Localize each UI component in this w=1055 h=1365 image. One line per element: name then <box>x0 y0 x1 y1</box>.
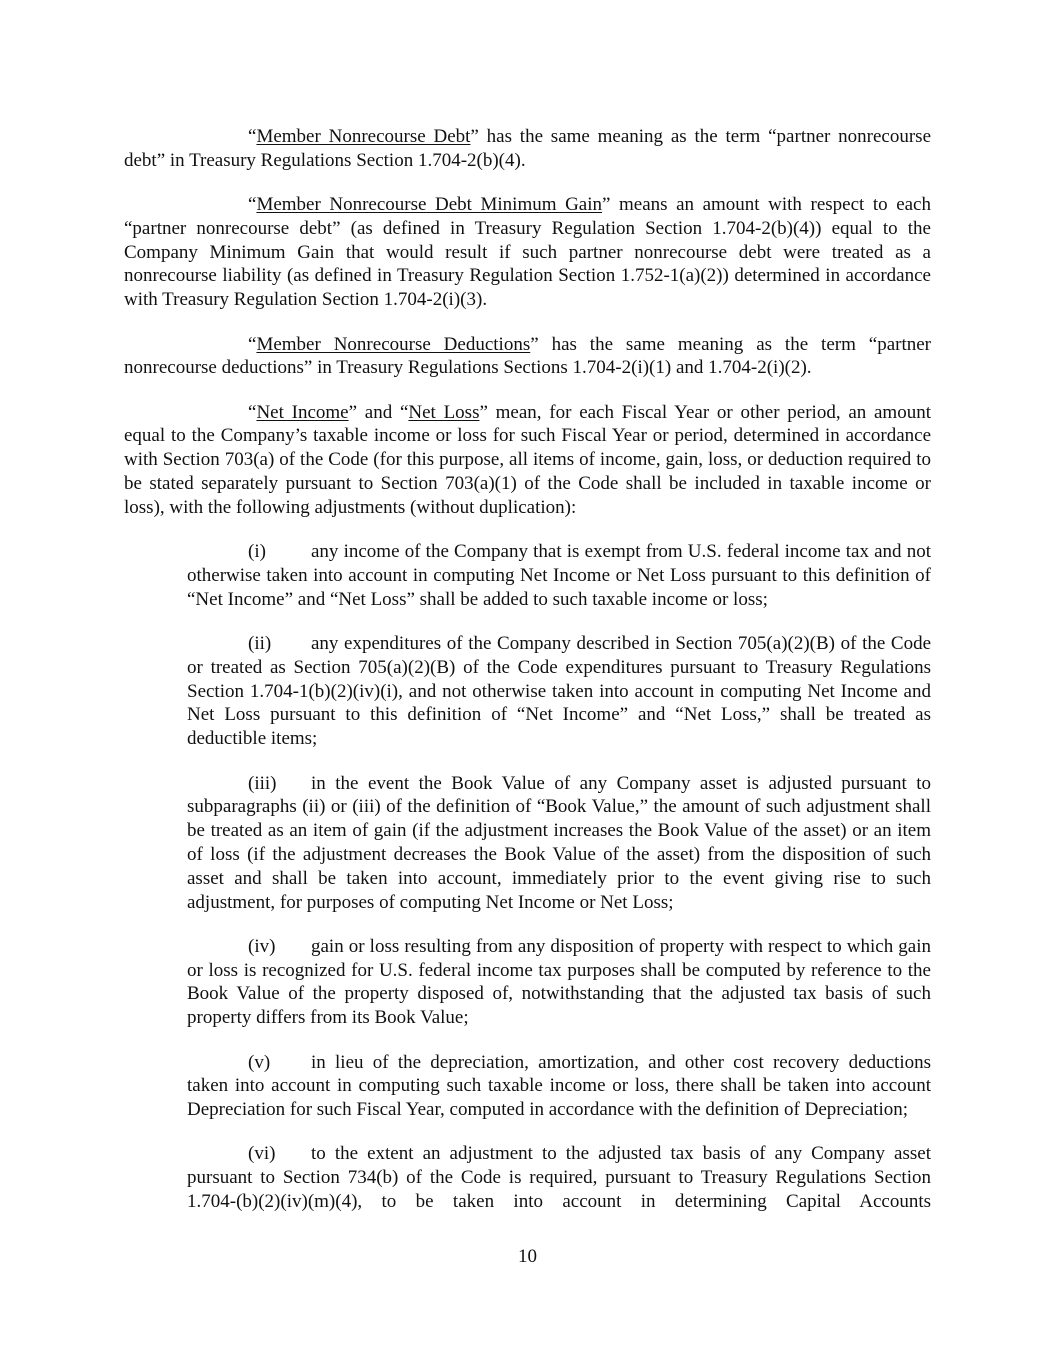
definition-member-nonrecourse-debt <box>124 125 931 173</box>
adjustment-item <box>187 1142 931 1213</box>
quote: “ <box>248 194 257 216</box>
definition-text: ” has the same meaning as the term “partner nonrecourse debt” in Treasury Regulations Section 1.704-2(b)(4). <box>124 126 932 171</box>
adjustment-item <box>187 632 931 751</box>
item-label: (i) <box>248 541 266 563</box>
document-page <box>124 125 931 1234</box>
item-label: (ii) <box>248 633 272 655</box>
defined-term: Net Income <box>256 401 349 423</box>
adjustment-item <box>187 540 931 611</box>
defined-term: Member Nonrecourse Deductions <box>256 333 531 355</box>
item-label: (iv) <box>248 935 276 957</box>
definition-text: ” has the same meaning as the term “partner nonrecourse deductions” in Treasury Regulations Sections 1.704-2(i)(1) and 1.704-2(i)(2). <box>124 333 931 379</box>
definition-member-nonrecourse-deductions <box>124 333 931 381</box>
quote: “ <box>248 401 257 423</box>
definition-text: ” mean, for each Fiscal Year or other period, an amount equal to the Company’s taxable income or loss for such Fiscal Year or period, determined in accordance with Section 703(a) of the Code (for this purpose, all items of income, gain, loss, or deduction required to be stated separately pursuant to Section 703(a)(1) of the Code shall be included in taxable income or loss), with the following adjustments (without duplication): <box>124 401 931 518</box>
item-label: (v) <box>248 1051 271 1073</box>
connector-text: ” and “ <box>348 401 409 423</box>
item-text: to the extent an adjustment to the adjusted tax basis of any Company asset pursuant to Section 734(b) of the Code is required, pursuant to Treasury Regulations Section 1.704-(b)(2)(iv)(m)(4), to be taken into account in determining Capital Accounts <box>187 1143 931 1212</box>
adjustment-item <box>187 1051 931 1122</box>
adjustment-item <box>187 935 931 1030</box>
adjustment-item <box>187 772 931 915</box>
page-number: 10 <box>518 1246 537 1267</box>
defined-term: Member Nonrecourse Debt Minimum Gain <box>256 194 602 216</box>
definition-member-nonrecourse-debt-minimum-gain <box>124 193 931 312</box>
item-text: any income of the Company that is exempt from U.S. federal income tax and not otherwise taken into account in computing Net Income or Net Loss pursuant to this definition of “Net Income” and “Net Loss” shall be added to such taxable income or loss; <box>187 541 931 610</box>
item-text: any expenditures of the Company described in Section 705(a)(2)(B) of the Code or treated as Section 705(a)(2)(B) of the Code expenditures pursuant to Treasury Regulations Section 1.704-1(b)(2)(iv)(i), and not otherwise taken into account in computing Net Income and Net Loss pursuant to this definition of “Net Income” and “Net Loss,” shall be treated as deductible items; <box>187 633 931 750</box>
quote: “ <box>248 333 257 355</box>
definition-net-income-net-loss <box>124 401 931 520</box>
item-label: (vi) <box>248 1143 276 1165</box>
item-text: in the event the Book Value of any Company asset is adjusted pursuant to subparagraphs (ii) or (iii) of the definition of “Book Value,” the amount of such adjustment shall be treated as an item of gain (if the adjustment increases the Book Value of the asset) or an item of loss (if the adjustment decreases the Book Value of the asset) from the disposition of such asset and shall be taken into account, immediately prior to the event giving rise to such adjustment, for purposes of computing Net Income or Net Loss; <box>187 772 931 913</box>
item-text: in lieu of the depreciation, amortization, and other cost recovery deductions taken into account in computing such taxable income or loss, there shall be taken into account Depreciation for such Fiscal Year, computed in accordance with the definition of Depreciation; <box>187 1051 931 1121</box>
item-text: gain or loss resulting from any disposition of property with respect to which gain or loss is recognized for U.S. federal income tax purposes shall be computed by reference to the Book Value of the property disposed of, notwithstanding that the adjusted tax basis of such property differs from its Book Value; <box>187 935 931 1029</box>
item-label: (iii) <box>248 772 277 794</box>
defined-term: Member Nonrecourse Debt <box>256 126 471 147</box>
definition-text: ” means an amount with respect to each “partner nonrecourse debt” (as defined in Treasury Regulation Section 1.704-2(b)(4)) equal to the Company Minimum Gain that would result if such partner nonrecourse debt were treated as a nonrecourse liability (as defined in Treasury Regulation Section 1.752-1(a)(2)) determined in accordance with Treasury Regulation Section 1.704-2(i)(3). <box>124 194 931 311</box>
defined-term: Net Loss <box>408 401 480 423</box>
quote: “ <box>248 126 257 147</box>
